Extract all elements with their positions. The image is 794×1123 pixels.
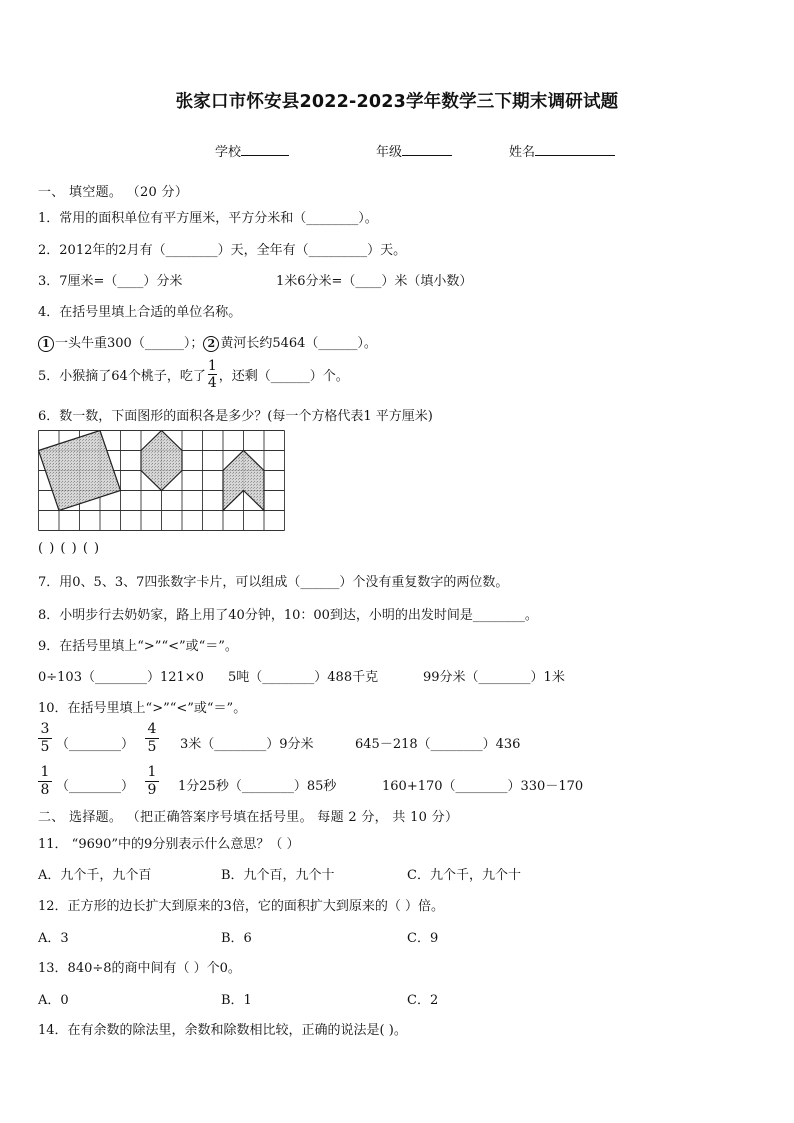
question-3b: 1米6分米=（____）米（填小数） <box>276 274 473 289</box>
fraction-denominator: 5 <box>40 739 50 755</box>
school-label: 学校 <box>215 145 242 160</box>
tilted-square-shape <box>39 431 121 511</box>
question-3a: 3．7厘米=（____）分米 <box>38 274 183 289</box>
question-11: 11． “9690”中的9分别表示什么意思？（ ） <box>38 837 300 852</box>
question-11-option-c[interactable]: C．九个千，九个十 <box>407 868 521 883</box>
section-1-heading: 一、 填空题。 （20 分） <box>38 185 189 200</box>
question-4-item-a: 一头牛重300（______）； <box>55 336 204 351</box>
question-13: 13．840÷8的商中间有（ ）个0。 <box>38 961 241 976</box>
question-9: 9．在括号里填上“>”“<”或“＝”。 <box>38 639 238 654</box>
fraction-denominator: 4 <box>207 375 217 391</box>
question-12-option-b[interactable]: B．6 <box>221 931 252 946</box>
name-blank[interactable] <box>535 143 615 156</box>
fraction-denominator: 5 <box>147 739 157 755</box>
fraction-1-8 <box>38 765 52 798</box>
question-9-b: 5吨（________）488千克 <box>228 670 379 685</box>
question-10-e: 160+170（________）330－170 <box>382 779 584 794</box>
school-field[interactable] <box>215 141 289 160</box>
question-4-item-b: 黄河长约5464（______）。 <box>220 336 377 351</box>
grade-blank[interactable] <box>402 143 452 156</box>
question-12-option-a[interactable]: A．3 <box>38 931 69 946</box>
compare-blank[interactable]: （________） <box>56 779 135 794</box>
question-1: 1．常用的面积单位有平方厘米，平方分米和（________）。 <box>38 211 378 226</box>
question-5 <box>38 358 349 392</box>
fraction-numerator: 1 <box>40 764 50 780</box>
school-blank[interactable] <box>241 143 289 156</box>
question-10-c: 645－218（________）436 <box>355 737 521 752</box>
circled-one-icon: 1 <box>38 336 54 352</box>
question-12-option-c[interactable]: C．9 <box>407 931 439 946</box>
circled-two-icon: 2 <box>203 336 219 352</box>
question-5-post: ，还剩（______）个。 <box>218 369 349 384</box>
question-11-option-a[interactable]: A．九个千，九个百 <box>38 868 152 883</box>
page-title: 张家口市怀安县2022-2023学年数学三下期末调研试题 <box>175 92 619 112</box>
question-6: 6．数一数，下面图形的面积各是多少？(每一个方格代表1 平方厘米) <box>38 409 433 424</box>
fraction-denominator: 9 <box>147 782 157 798</box>
octagon-shape <box>141 431 182 491</box>
question-2: 2．2012年的2月有（________）天，全年有（_________）天。 <box>38 243 407 258</box>
question-10-d: 1分25秒（________）85秒 <box>178 779 337 794</box>
name-label: 姓名 <box>509 145 536 160</box>
fraction-3-5 <box>38 722 52 755</box>
name-field[interactable] <box>509 141 615 160</box>
fraction-numerator: 4 <box>147 721 157 737</box>
question-7: 7．用0、5、3、7四张数字卡片，可以组成（______）个没有重复数字的两位数。 <box>38 575 509 590</box>
question-12: 12．正方形的边长扩大到原来的3倍，它的面积扩大到原来的（ ）倍。 <box>38 899 444 914</box>
question-9-c: 99分米（________）1米 <box>423 670 565 685</box>
fraction-1-9 <box>145 765 159 798</box>
question-10-b: 3米（________）9分米 <box>180 737 314 752</box>
question-13-option-b[interactable]: B．1 <box>221 993 252 1008</box>
area-grid-figure <box>38 430 286 532</box>
fraction-numerator: 3 <box>40 721 50 737</box>
question-11-option-b[interactable]: B．九个百，九个十 <box>221 868 335 883</box>
grade-field[interactable] <box>376 141 452 160</box>
grade-label: 年级 <box>376 145 403 160</box>
fraction-4-5 <box>145 722 159 755</box>
question-9-a: 0÷103（________）121×0 <box>38 670 204 685</box>
question-14: 14．在有余数的除法里，余数和除数相比较，正确的说法是( )。 <box>38 1023 407 1038</box>
question-13-option-a[interactable]: A．0 <box>38 993 69 1008</box>
question-8: 8．小明步行去奶奶家，路上用了40分钟，10：00到达，小明的出发时间是________。 <box>38 608 538 623</box>
question-4-items <box>38 332 377 352</box>
question-13-option-c[interactable]: C．2 <box>407 993 439 1008</box>
fraction-denominator: 8 <box>40 782 50 798</box>
compare-blank[interactable]: （________） <box>56 737 135 752</box>
fraction-numerator: 1 <box>147 764 157 780</box>
question-5-pre: 5．小猴摘了64个桃子，吃了 <box>38 369 206 384</box>
question-4: 4．在括号里填上合适的单位名称。 <box>38 305 242 320</box>
fraction-numerator: 1 <box>207 358 217 374</box>
question-10: 10．在括号里填上“>”“<”或“＝”。 <box>38 701 247 716</box>
section-2-heading: 二、 选择题。 （把正确答案序号填在括号里。 每题 2 分， 共 10 分） <box>38 810 459 825</box>
fraction-one-quarter <box>208 359 217 390</box>
question-6-answers: ( ) ( ) ( ) <box>38 541 101 556</box>
